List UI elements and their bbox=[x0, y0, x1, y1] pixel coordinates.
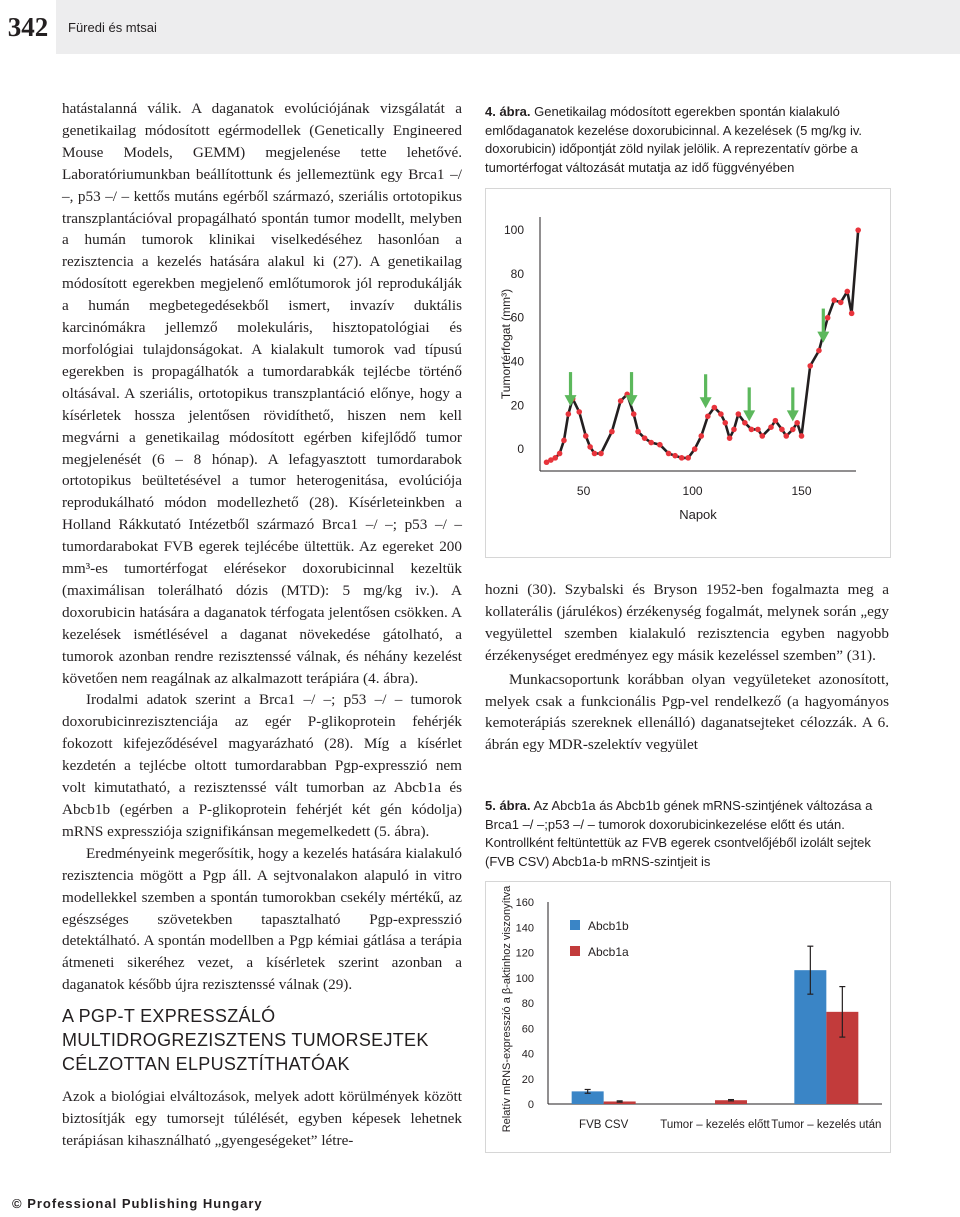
data-point bbox=[718, 411, 724, 417]
page-number: 342 bbox=[0, 0, 56, 54]
section-text: Azok a biológiai elváltozások, melyek adott körülmények között biztosítják egy tumorsejt túlélését, egyben képesek lehetnek terápiásan kihasználható „gyengeségeket” létre- bbox=[62, 1088, 462, 1149]
data-point bbox=[825, 315, 831, 321]
data-point bbox=[698, 433, 704, 439]
data-point bbox=[705, 413, 711, 419]
data-point bbox=[807, 363, 813, 369]
data-point bbox=[561, 438, 567, 444]
y-tick-label: 120 bbox=[515, 947, 534, 960]
y-tick-label: 20 bbox=[510, 398, 524, 413]
y-tick-label: 100 bbox=[515, 972, 534, 985]
x-tick-label: 50 bbox=[576, 484, 591, 498]
data-point bbox=[566, 411, 572, 417]
treatment-arrow bbox=[626, 372, 638, 406]
data-point bbox=[609, 429, 615, 435]
data-point bbox=[773, 418, 779, 424]
x-tick-label: Tumor – kezelés után bbox=[771, 1119, 882, 1131]
figure4-label: 4. ábra. bbox=[485, 104, 531, 119]
data-point bbox=[648, 440, 654, 446]
legend-swatch bbox=[570, 920, 580, 930]
legend-label: Abcb1a bbox=[588, 945, 629, 959]
right-column bbox=[485, 579, 889, 756]
paragraph: Munkacsoportunk korábban olyan vegyületeket azonosított, melyek csak a funkcionális Pgp-vel rendelkező (a hagyományos kemoterápiás szereknek ellenálló) daganatsejteket célozzák. A 6. ábrán egy MDR-szelektív vegyület bbox=[485, 670, 889, 754]
data-point bbox=[799, 433, 805, 439]
data-point bbox=[672, 453, 678, 459]
data-point bbox=[666, 451, 672, 457]
treatment-arrow bbox=[817, 309, 829, 343]
data-point bbox=[759, 433, 765, 439]
data-point bbox=[736, 411, 742, 417]
y-tick-label: 100 bbox=[503, 223, 524, 238]
x-axis-label: Napok bbox=[679, 507, 717, 522]
x-tick-label: 100 bbox=[682, 484, 703, 498]
paragraph: hatástalanná válik. A daganatok evolúciójának vizsgálatát a genetikailag módosított egérmodellek (Genetically Engineered Mouse Models, GEMM) megjelenése tette lehetővé. Laboratóriumunkban beállítottunk és jellemeztünk egy Brca1 –/ –, p53 –/ – kettős mutáns egérből származó, szeriális ortotopikus transzplantációval propagálható spontán tumor modellt, melyben a humán tumorok klinikai viselkedéséhez hasonlóan a rezisztencia a kezelés hatására alakul ki (27). A genetikailag módosított egerekben megjelenő emlőtumorok jól reprodukálják a humán megbetegedésekből ismert, invazív duktális karcinómákra jellemző molekuláris, hisztopatológiai és morfológiai tulajdonságokat. A kialakult tumorok vad típusú egerekben is propagálhatók a tumordarabkák tejlécbe történő oltásával. A szeriális, ortotopikus transzplantáció előnye, hogy a kísérletek hossza jelentősen rövidíthető, hiszen nem kell megvárni a genetikailag módosított egérben kifejlődő tumor megjelenését (6 – 8 hónap). A lefagyasztott tumordarabok ortotopikus beültetésével a tumor heterogenitása, evolúciója reprodukálható módon modellezhető (28). Kísérleteinkben a Holland Rákkutató Intézetből származó Brca1 –/ –; p53 –/ – tumordarabokat FVB egerek tejlécébe ültettük. Az egereket 200 mm³-es tumortérfogat elérésekor doxorubicinnal kezeltük (maximálisan tolerálható dózis (MTD): 5 mg/kg iv.). A doxorubicin hatására a daganatok térfogata jelentősen csökken. A kezelések ismétlésével a daganat növekedése gátolható, a tumorok azonban rendre rezisztenssé válnak, és néhány kezelést követően nem reagálnak az alkalmazott terápiára (4. ábra). bbox=[62, 100, 462, 687]
y-axis-label: Relatív mRNS-expresszió a β-aktinhoz viszonyítva bbox=[501, 885, 513, 1133]
data-point bbox=[831, 297, 837, 303]
y-tick-label: 40 bbox=[510, 354, 524, 369]
figure5-caption bbox=[485, 797, 891, 871]
figure5-caption-text: Az Abcb1a ás Abcb1b gének mRNS-szintjének változása a Brca1 –/ –;p53 –/ – tumorok doxorubicinkezelése előtt és után. Kontrollként feltüntettük az FVB egerek csontvelőjéből izolált sejtek (FVB CSV) Abcb1a-b mRNS-szintjeit is bbox=[485, 798, 873, 869]
data-point bbox=[731, 427, 737, 433]
figure5-box bbox=[485, 881, 891, 1153]
data-point bbox=[816, 348, 822, 354]
data-point bbox=[742, 420, 748, 426]
x-tick-label: FVB CSV bbox=[579, 1119, 629, 1131]
paragraph: hozni (30). Szybalski és Bryson 1952-ben fogalmazta meg a kollaterális (járulékos) érzékenység fogalmát, melynek során „egy vegyülettel szemben kialakuló rezisztencia egyben nagyobb érzékenységet eredményez egy másik kezeléssel szemben” (31). bbox=[485, 581, 889, 664]
x-tick-label: Tumor – kezelés előtt bbox=[660, 1119, 770, 1131]
data-point bbox=[642, 435, 648, 441]
y-tick-label: 140 bbox=[515, 922, 534, 935]
y-tick-label: 60 bbox=[521, 1023, 534, 1036]
paragraph: Irodalmi adatok szerint a Brca1 –/ –; p53 –/ – tumorok doxorubicinrezisztenciája az egér P-glikoprotein fehérjék fokozott kifejeződésével magyarázható (28). Míg a kísérlet kezdetén a tejlécbe oltott tumordarabban Pgp-expresszió nem volt kimutatható, a rezisztenssé vált tumorban az Abcb1a és Abcb1b (egérben a P-glikoprotein fehérjét két gén kódolja) mRNS expressziója szignifikánsan megemelkedett (5. ábra). bbox=[62, 691, 462, 840]
legend-label: Abcb1b bbox=[588, 919, 629, 933]
data-point bbox=[844, 289, 850, 295]
data-point bbox=[576, 409, 582, 415]
treatment-arrow bbox=[700, 374, 712, 408]
figure5-label: 5. ábra. bbox=[485, 798, 531, 813]
treatment-arrow bbox=[743, 387, 755, 421]
y-tick-label: 80 bbox=[521, 998, 534, 1010]
data-point bbox=[631, 411, 637, 417]
data-point bbox=[790, 427, 796, 433]
data-point bbox=[587, 444, 593, 450]
data-point bbox=[692, 446, 698, 452]
y-tick-label: 60 bbox=[510, 310, 524, 325]
data-point bbox=[657, 442, 663, 448]
data-point bbox=[749, 427, 755, 433]
data-point bbox=[557, 451, 563, 457]
data-point bbox=[618, 398, 624, 404]
data-point bbox=[855, 227, 861, 233]
data-point bbox=[712, 405, 718, 411]
y-tick-label: 160 bbox=[515, 897, 534, 909]
footer: © Professional Publishing Hungary bbox=[12, 1196, 263, 1211]
data-point bbox=[768, 424, 774, 430]
data-point bbox=[849, 311, 855, 317]
treatment-arrow bbox=[787, 387, 799, 421]
y-tick-label: 0 bbox=[527, 1099, 534, 1111]
figure4-caption-text: Genetikailag módosított egerekben spontán kialakuló emlődaganatok kezelése doxorubicinnal. A kezelések (5 mg/kg iv. doxorubicin) időpontját zöld nyilak jelölik. A reprezentatív görbe a tumortérfogat változását mutatja az idő függvényében bbox=[485, 104, 862, 175]
data-point bbox=[583, 433, 589, 439]
left-column bbox=[62, 98, 462, 996]
y-tick-label: 0 bbox=[517, 442, 524, 457]
y-axis-label: Tumortérfogat (mm³) bbox=[499, 288, 513, 400]
data-point bbox=[794, 420, 800, 426]
figure4-chart bbox=[486, 189, 890, 557]
x-tick-label: 150 bbox=[791, 484, 812, 498]
figure4-caption bbox=[485, 103, 891, 177]
data-point bbox=[755, 427, 761, 433]
running-head: Füredi és mtsai bbox=[68, 20, 157, 35]
paragraph: Eredményeink megerősítik, hogy a kezelés hatására kialakuló rezisztencia mögött a Pgp áll. A sejtvonalakon alapuló in vitro modellekkel szemben a spontán tumorokban csekély mértékű, az egészséges szövetekben tapasztalható Pgp-expresszió detektálható. A spontán modellben a Pgp kémiai gátlása a terápia átmeneti sikeréhez vezet, a kísérletek szerint azonban a daganatok később újra rezisztenssé válnak (29). bbox=[62, 844, 462, 994]
series-line bbox=[547, 230, 859, 462]
section-title: A PGP-T EXPRESSZÁLÓ MULTIDROGREZISZTENS TUMORSEJTEK CÉLZOTTAN ELPUSZTÍTHATÓAK bbox=[62, 1006, 429, 1074]
data-point bbox=[552, 455, 558, 461]
data-point bbox=[838, 300, 844, 306]
data-point bbox=[727, 435, 733, 441]
data-point bbox=[592, 451, 598, 457]
data-point bbox=[679, 455, 685, 461]
figure5-chart bbox=[486, 882, 890, 1152]
figure4-box bbox=[485, 188, 891, 558]
y-tick-label: 80 bbox=[510, 266, 524, 281]
y-tick-label: 20 bbox=[521, 1073, 534, 1086]
data-point bbox=[598, 451, 604, 457]
data-point bbox=[635, 429, 641, 435]
data-point bbox=[685, 455, 691, 461]
data-point bbox=[722, 420, 728, 426]
y-tick-label: 40 bbox=[521, 1048, 534, 1061]
legend-swatch bbox=[570, 946, 580, 956]
data-point bbox=[783, 433, 789, 439]
data-point bbox=[779, 427, 785, 433]
